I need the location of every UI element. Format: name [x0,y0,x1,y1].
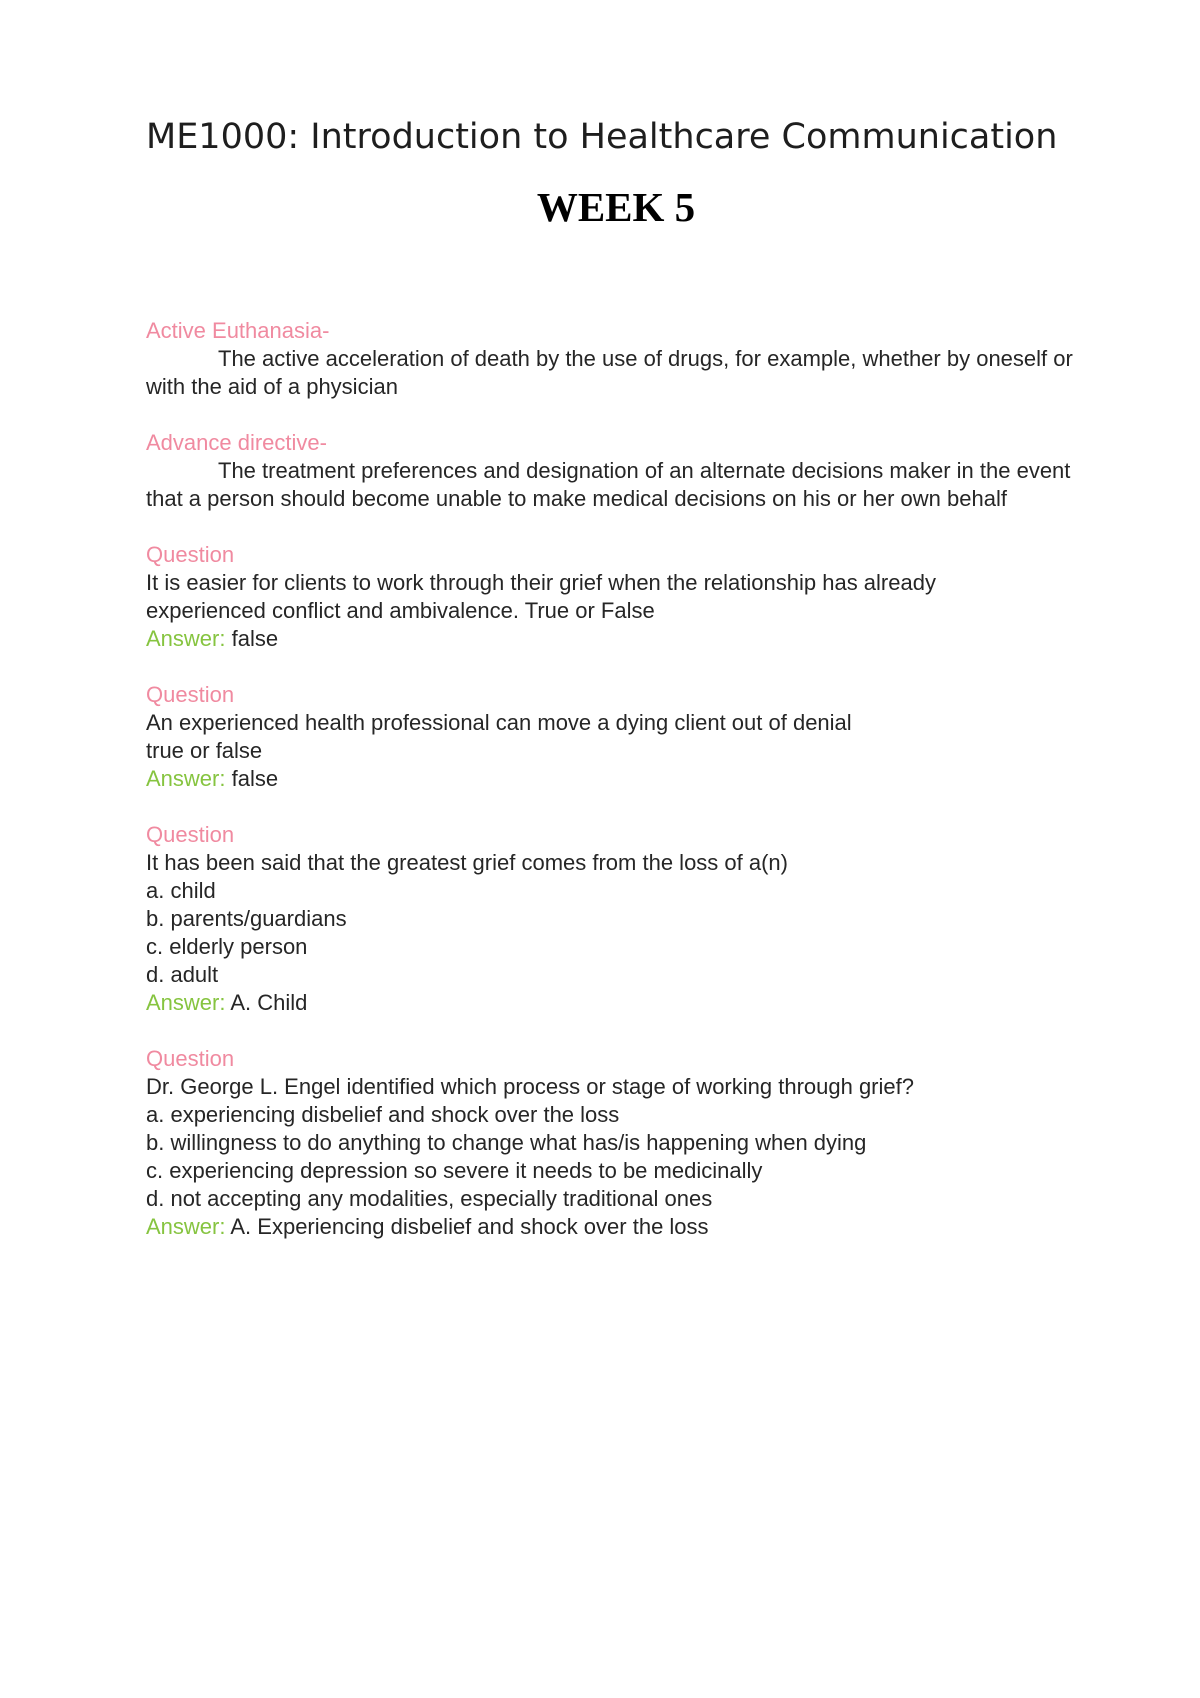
answer-value: A. Child [225,990,308,1015]
question-block-1 [146,541,1086,653]
document-content [146,317,1086,1241]
question-line: An experienced health professional can move a dying client out of denial [146,710,852,735]
definition-block-active-euthanasia [146,317,1086,401]
week-heading: WEEK 5 [536,184,696,230]
answer-value: false [225,626,279,651]
question-label: Question [146,682,235,707]
answer-line [146,989,1086,1017]
question-label: Question [146,542,235,567]
answer-line [146,1213,1086,1241]
question-option: a. experiencing disbelief and shock over the loss [146,1102,620,1127]
question-block-3 [146,821,1086,1017]
answer-label: Answer: [146,990,226,1015]
answer-label: Answer: [146,626,226,651]
answer-line [146,765,1086,793]
question-label: Question [146,822,235,847]
document-page [146,114,1086,1269]
question-line: Dr. George L. Engel identified which process or stage of working through grief? [146,1074,914,1099]
question-option: a. child [146,878,216,903]
question-line: It is easier for clients to work through their grief when the relationship has already [146,570,936,595]
question-option: c. elderly person [146,934,308,959]
answer-value: A. Experiencing disbelief and shock over the loss [225,1214,709,1239]
question-line: true or false [146,738,263,763]
question-option: c. experiencing depression so severe it needs to be medicinally [146,1158,763,1183]
course-title: ME1000: Introduction to Healthcare Communication [146,117,1058,157]
definition-block-advance-directive [146,429,1086,513]
answer-value: false [225,766,279,791]
question-block-2 [146,681,1086,793]
question-line: experienced conflict and ambivalence. True or False [146,598,655,623]
definition-term: Advance directive- [146,430,327,455]
definition-text: The treatment preferences and designation of an alternate decisions maker in the event that a person should become unable to make medical decisions on his or her own behalf [146,458,1071,511]
question-line: It has been said that the greatest grief comes from the loss of a(n) [146,850,788,875]
question-option: b. parents/guardians [146,906,347,931]
question-option: d. not accepting any modalities, especially traditional ones [146,1186,713,1211]
question-option: d. adult [146,962,219,987]
answer-line [146,625,1086,653]
definition-text: The active acceleration of death by the use of drugs, for example, whether by oneself or with the aid of a physician [146,346,1073,399]
answer-label: Answer: [146,766,226,791]
answer-label: Answer: [146,1214,226,1239]
definition-term: Active Euthanasia- [146,318,330,343]
question-block-4 [146,1045,1086,1241]
question-label: Question [146,1046,235,1071]
question-option: b. willingness to do anything to change what has/is happening when dying [146,1130,867,1155]
